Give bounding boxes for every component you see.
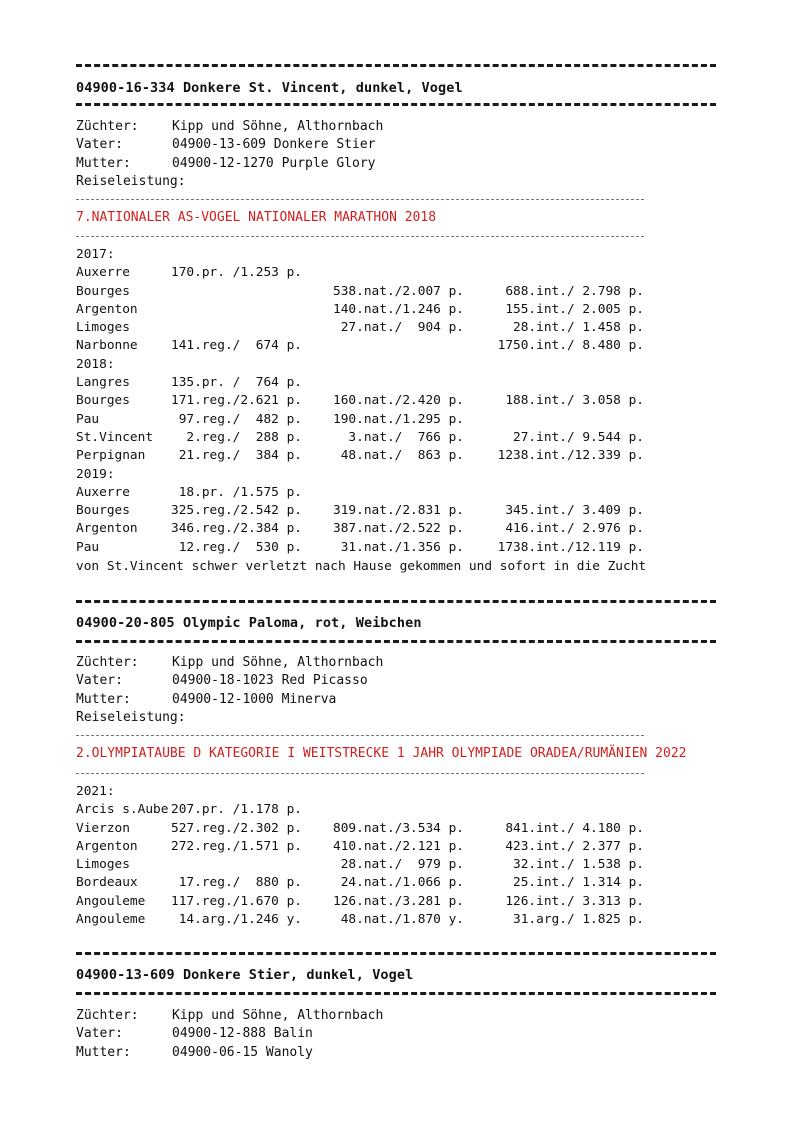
international-result: 423.int./ 2.377 p. <box>505 838 644 854</box>
regional-result: 12.reg./ 530 p. <box>178 539 302 555</box>
year-heading: 2017: <box>76 247 115 262</box>
race-location: Vierzon <box>76 820 130 836</box>
breeder-label: Züchter: <box>76 655 139 670</box>
mother-value: 04900-12-1270 Purple Glory <box>172 155 376 171</box>
race-location: Angouleme <box>76 912 146 928</box>
year-heading-row <box>76 466 646 484</box>
race-location: Bordeaux <box>76 875 138 891</box>
international-result: 32.int./ 1.538 p. <box>513 857 644 873</box>
section-separator <box>76 64 716 67</box>
national-result: 387.nat./2.522 p. <box>333 521 464 537</box>
result-row <box>76 283 646 301</box>
international-result: 1738.int./12.119 p. <box>497 539 644 555</box>
international-result: 25.int./ 1.314 p. <box>513 875 644 891</box>
father-label: Vater: <box>76 1026 123 1042</box>
national-result: 809.nat./3.534 p. <box>333 820 464 836</box>
breeder-label: Züchter: <box>76 1008 139 1023</box>
result-row <box>76 801 646 819</box>
national-result: 160.nat./2.420 p. <box>333 393 464 409</box>
race-location: Bourges <box>76 503 130 519</box>
national-result: 48.nat./1.870 y. <box>340 912 464 928</box>
bird-title: 04900-16-334 Donkere St. Vincent, dunkel, Vogel <box>76 80 463 96</box>
result-row <box>76 539 646 557</box>
regional-result: 141.reg./ 674 p. <box>171 338 302 354</box>
bird-title: 04900-13-609 Donkere Stier, dunkel, Vogel <box>76 967 414 983</box>
breeder-value: Kipp und Söhne, Althornbach <box>172 119 384 134</box>
race-location: Perpignan <box>76 448 146 464</box>
national-result: 190.nat./1.295 p. <box>333 411 464 427</box>
regional-result: 117.reg./1.670 p. <box>171 893 302 909</box>
year-heading-row <box>76 783 646 801</box>
year-heading: 2019: <box>76 466 115 482</box>
race-location: Argenton <box>76 301 138 317</box>
father-label: Vater: <box>76 673 123 689</box>
result-row <box>76 301 646 319</box>
father-label: Vater: <box>76 137 123 153</box>
international-result: 31.arg./ 1.825 p. <box>513 912 644 928</box>
race-location: Bourges <box>76 283 130 299</box>
regional-result: 17.reg./ 880 p. <box>178 875 302 891</box>
year-heading: 2018: <box>76 356 115 372</box>
race-location: Narbonne <box>76 338 138 354</box>
regional-result: 527.reg./2.302 p. <box>171 820 302 836</box>
national-result: 27.nat./ 904 p. <box>340 320 464 336</box>
regional-result: 97.reg./ 482 p. <box>178 411 302 427</box>
mother-label: Mutter: <box>76 1044 131 1060</box>
national-result: 48.nat./ 863 p. <box>340 448 464 464</box>
father-value: 04900-18-1023 Red Picasso <box>172 673 368 689</box>
mother-label: Mutter: <box>76 691 131 707</box>
race-location: St.Vincent <box>76 429 154 445</box>
regional-result: 14.arg./1.246 y. <box>178 912 302 928</box>
results-note: von St.Vincent schwer verletzt nach Hause gekommen und sofort in die Zucht <box>76 559 647 574</box>
performance-label: Reiseleistung: <box>76 709 186 725</box>
breeder-label: Züchter: <box>76 119 139 134</box>
national-result: 140.nat./1.246 p. <box>333 301 464 317</box>
regional-result: 135.pr. / 764 p. <box>171 375 302 391</box>
pedigree-info <box>76 118 383 191</box>
mother-label: Mutter: <box>76 155 131 171</box>
section-separator <box>76 103 716 106</box>
race-results <box>76 246 646 557</box>
result-row <box>76 874 646 892</box>
international-result: 841.int./ 4.180 p. <box>505 820 644 836</box>
international-result: 188.int./ 3.058 p. <box>505 393 644 409</box>
race-location: Argenton <box>76 838 138 854</box>
international-result: 1238.int./12.339 p. <box>497 448 644 464</box>
achievement-highlight: 7.NATIONALER AS-VOGEL NATIONALER MARATHON 2018 <box>76 210 437 225</box>
race-results <box>76 783 646 929</box>
result-row <box>76 838 646 856</box>
international-result: 27.int./ 9.544 p. <box>513 429 644 445</box>
result-row <box>76 374 646 392</box>
year-heading-row <box>76 246 646 264</box>
national-result: 3.nat./ 766 p. <box>348 429 464 445</box>
result-row <box>76 893 646 911</box>
national-result: 28.nat./ 979 p. <box>340 857 464 873</box>
year-heading: 2021: <box>76 784 115 799</box>
national-result: 126.nat./3.281 p. <box>333 893 464 909</box>
race-location: Pau <box>76 411 100 427</box>
section-separator <box>76 640 716 643</box>
race-location: Langres <box>76 375 130 391</box>
pedigree-info <box>76 1007 383 1062</box>
performance-label: Reiseleistung: <box>76 173 186 189</box>
international-result: 28.int./ 1.458 p. <box>513 320 644 336</box>
result-row <box>76 502 646 520</box>
international-result: 126.int./ 3.313 p. <box>505 893 644 909</box>
national-result: 24.nat./1.066 p. <box>340 875 464 891</box>
race-location: Auxerre <box>76 265 130 281</box>
national-result: 31.nat./1.356 p. <box>340 539 464 555</box>
race-location: Bourges <box>76 393 130 409</box>
national-result: 538.nat./2.007 p. <box>333 283 464 299</box>
regional-result: 346.reg./2.384 p. <box>171 521 302 537</box>
international-result: 416.int./ 2.976 p. <box>505 521 644 537</box>
section-separator <box>76 600 716 603</box>
result-row <box>76 264 646 282</box>
year-heading-row <box>76 356 646 374</box>
race-location: Auxerre <box>76 484 130 500</box>
achievement-highlight: 2.OLYMPIATAUBE D KATEGORIE I WEITSTRECKE 1 JAHR OLYMPIADE ORADEA/RUMÄNIEN 2022 <box>76 746 687 761</box>
pedigree-info <box>76 654 383 727</box>
mother-value: 04900-06-15 Wanoly <box>172 1044 313 1060</box>
race-location: Limoges <box>76 857 130 873</box>
result-row <box>76 411 646 429</box>
result-row <box>76 520 646 538</box>
race-location: Pau <box>76 539 100 555</box>
regional-result: 18.pr. /1.575 p. <box>178 484 302 500</box>
national-result: 319.nat./2.831 p. <box>333 503 464 519</box>
regional-result: 2.reg./ 288 p. <box>186 429 302 445</box>
regional-result: 207.pr. /1.178 p. <box>171 802 302 818</box>
section-separator <box>76 952 716 955</box>
father-value: 04900-12-888 Balin <box>172 1026 313 1042</box>
thin-separator <box>76 735 644 736</box>
international-result: 688.int./ 2.798 p. <box>505 283 644 299</box>
race-location: Arcis s.Aube <box>76 802 169 818</box>
national-result: 410.nat./2.121 p. <box>333 838 464 854</box>
race-location: Limoges <box>76 320 130 336</box>
section-separator <box>76 992 716 995</box>
result-row <box>76 911 646 929</box>
thin-separator <box>76 199 644 200</box>
result-row <box>76 337 646 355</box>
regional-result: 170.pr. /1.253 p. <box>171 265 302 281</box>
result-row <box>76 392 646 410</box>
race-location: Angouleme <box>76 893 146 909</box>
result-row <box>76 484 646 502</box>
international-result: 345.int./ 3.409 p. <box>505 503 644 519</box>
thin-separator <box>76 236 644 237</box>
regional-result: 325.reg./2.542 p. <box>171 503 302 519</box>
result-row <box>76 820 646 838</box>
regional-result: 272.reg./1.571 p. <box>171 838 302 854</box>
bird-title: 04900-20-805 Olympic Paloma, rot, Weibchen <box>76 615 422 631</box>
father-value: 04900-13-609 Donkere Stier <box>172 137 376 153</box>
result-row <box>76 447 646 465</box>
result-row <box>76 856 646 874</box>
regional-result: 21.reg./ 384 p. <box>178 448 302 464</box>
race-location: Argenton <box>76 521 138 537</box>
thin-separator <box>76 773 644 774</box>
international-result: 155.int./ 2.005 p. <box>505 301 644 317</box>
mother-value: 04900-12-1000 Minerva <box>172 691 337 707</box>
result-row <box>76 429 646 447</box>
result-row <box>76 319 646 337</box>
breeder-value: Kipp und Söhne, Althornbach <box>172 1008 384 1023</box>
regional-result: 171.reg./2.621 p. <box>171 393 302 409</box>
breeder-value: Kipp und Söhne, Althornbach <box>172 655 384 670</box>
international-result: 1750.int./ 8.480 p. <box>497 338 644 354</box>
